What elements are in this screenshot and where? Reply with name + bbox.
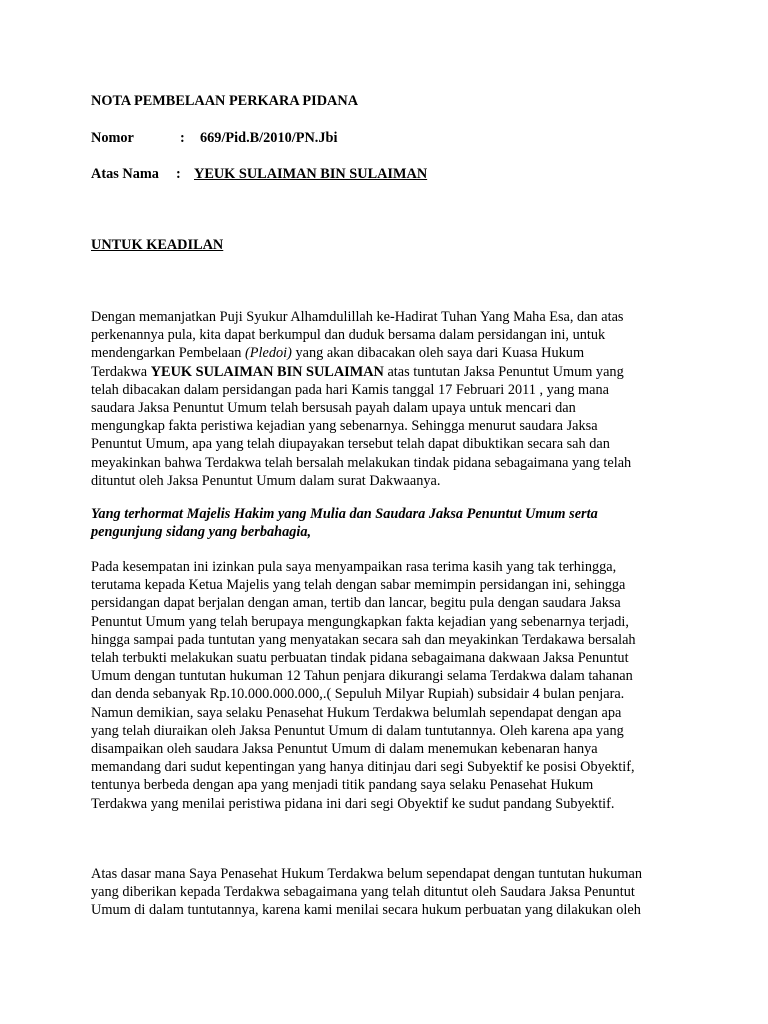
paragraph-line: dituntut oleh Jaksa Penuntut Umum dalam surat Dakwaanya. xyxy=(91,472,441,489)
paragraph-line: dan denda sebanyak Rp.10.000.000.000,.( Sepuluh Milyar Rupiah) subsidair 4 bulan penjara. xyxy=(91,686,625,703)
defendant-name-row xyxy=(91,166,427,183)
paragraph-line: tentunya berbeda dengan apa yang menjadi titik pandang saya selaku Penasehat Hukum xyxy=(91,777,594,794)
case-number-row xyxy=(91,130,337,147)
paragraph-line: Terdakwa yang menilai peristiwa pidana ini dari segi Obyektif ke sudut pandang Subyektif. xyxy=(91,795,615,812)
paragraph-line: pengunjung sidang yang berbahagia, xyxy=(91,524,312,541)
paragraph-line: Penuntut Umum yang telah berupaya mengungkapkan fakta kejadian yang sebenarnya terjadi, xyxy=(91,613,629,630)
case-number-label: Nomor xyxy=(91,130,134,146)
defendant-name-label: Atas Nama xyxy=(91,166,159,182)
paragraph-line: telah terbukti melakukan suatu perbuatan tindak pidana sebagaimana dakwaan Jaksa Penuntut xyxy=(91,650,629,667)
case-number-value: 669/Pid.B/2010/PN.Jbi xyxy=(200,130,338,146)
text-segment: mendengarkan Pembelaan xyxy=(91,345,246,362)
case-number-separator: : xyxy=(180,130,185,146)
paragraph-line: yang diberikan kepada Terdakwa sebagaimana yang telah dituntut oleh Saudara Jaksa Penuntut xyxy=(91,884,635,901)
paragraph-line: Pada kesempatan ini izinkan pula saya menyampaikan rasa terima kasih yang tak terhingga, xyxy=(91,559,617,575)
defendant-name-separator: : xyxy=(176,166,181,182)
paragraph-line: telah dibacakan dalam persidangan pada hari Kamis tanggal 17 Februari 2011 , yang mana xyxy=(91,381,609,398)
paragraph-line: mengungkap fakta peristiwa kejadian yang sebenarnya. Sehingga menurut saudara Jaksa xyxy=(91,418,598,435)
paragraph-line: persidangan dapat berjalan dengan aman, tertib dan lancar, begitu pula dengan saudara Jaksa xyxy=(91,595,621,612)
paragraph-line xyxy=(91,363,691,381)
closing-paragraph xyxy=(91,865,691,920)
paragraph-line: Dengan memanjatkan Puji Syukur Alhamdulillah ke-Hadirat Tuhan Yang Maha Esa, dan atas xyxy=(91,309,624,325)
untuk-keadilan-heading: UNTUK KEADILAN xyxy=(91,237,224,253)
paragraph-line: terutama kepada Ketua Majelis yang telah dengan sabar memimpin persidangan ini, sehingga xyxy=(91,577,626,594)
salutation-paragraph xyxy=(91,505,691,541)
paragraph-line xyxy=(91,344,691,362)
defendant-name-value: YEUK SULAIMAN BIN SULAIMAN xyxy=(194,166,428,182)
paragraph-line: Umum dengan tuntutan hukuman 12 Tahun penjara dikurangi selama Terdakwa dalam tahanan xyxy=(91,668,633,685)
paragraph-line: hingga sampai pada tuntutan yang menyatakan secara sah dan meyakinkan Terdakawa bersalah xyxy=(91,631,636,648)
paragraph-line: perkenannya pula, kita dapat berkumpul dan duduk bersama dalam persidangan ini, untuk xyxy=(91,327,606,344)
paragraph-line: Yang terhormat Majelis Hakim yang Mulia dan Saudara Jaksa Penuntut Umum serta xyxy=(91,506,598,522)
paragraph-line: Namun demikian, saya selaku Penasehat Hukum Terdakwa belumlah sependapat dengan apa xyxy=(91,704,622,721)
opening-paragraph xyxy=(91,308,691,490)
gratitude-paragraph xyxy=(91,558,691,813)
paragraph-line: Penuntut Umum, apa yang telah diupayakan tersebut telah dapat dibuktikan secara sah dan xyxy=(91,436,610,453)
paragraph-line: memandang dari sudut kepentingan yang hanya ditinjau dari segi Subyektif ke posisi Obyektif, xyxy=(91,759,635,776)
text-segment: atas tuntutan Jaksa Penuntut Umum yang xyxy=(383,363,624,380)
paragraph-line: saudara Jaksa Penuntut Umum telah bersusah payah dalam upaya untuk mencari dan xyxy=(91,400,576,417)
paragraph-line: Atas dasar mana Saya Penasehat Hukum Terdakwa belum sependapat dengan tuntutan hukuman xyxy=(91,866,642,882)
paragraph-line: yang telah diuraikan oleh Jaksa Penuntut Umum di dalam tuntutannya. Oleh karena apa yang xyxy=(91,722,624,739)
paragraph-line: Umum di dalam tuntutannya, karena kami menilai secara hukum perbuatan yang dilakukan oleh xyxy=(91,902,641,919)
text-segment: Terdakwa xyxy=(91,363,151,380)
pledoi-term: (Pledoi) xyxy=(245,345,292,362)
defendant-name-inline: YEUK SULAIMAN BIN SULAIMAN xyxy=(150,363,384,380)
document-title: NOTA PEMBELAAN PERKARA PIDANA xyxy=(91,93,359,109)
paragraph-line: disampaikan oleh saudara Jaksa Penuntut Umum di dalam menemukan kebenaran hanya xyxy=(91,741,598,758)
text-segment: yang akan dibacakan oleh saya dari Kuasa Hukum xyxy=(291,345,585,362)
paragraph-line: meyakinkan bahwa Terdakwa telah bersalah melakukan tindak pidana sebagaimana yang telah xyxy=(91,454,632,471)
